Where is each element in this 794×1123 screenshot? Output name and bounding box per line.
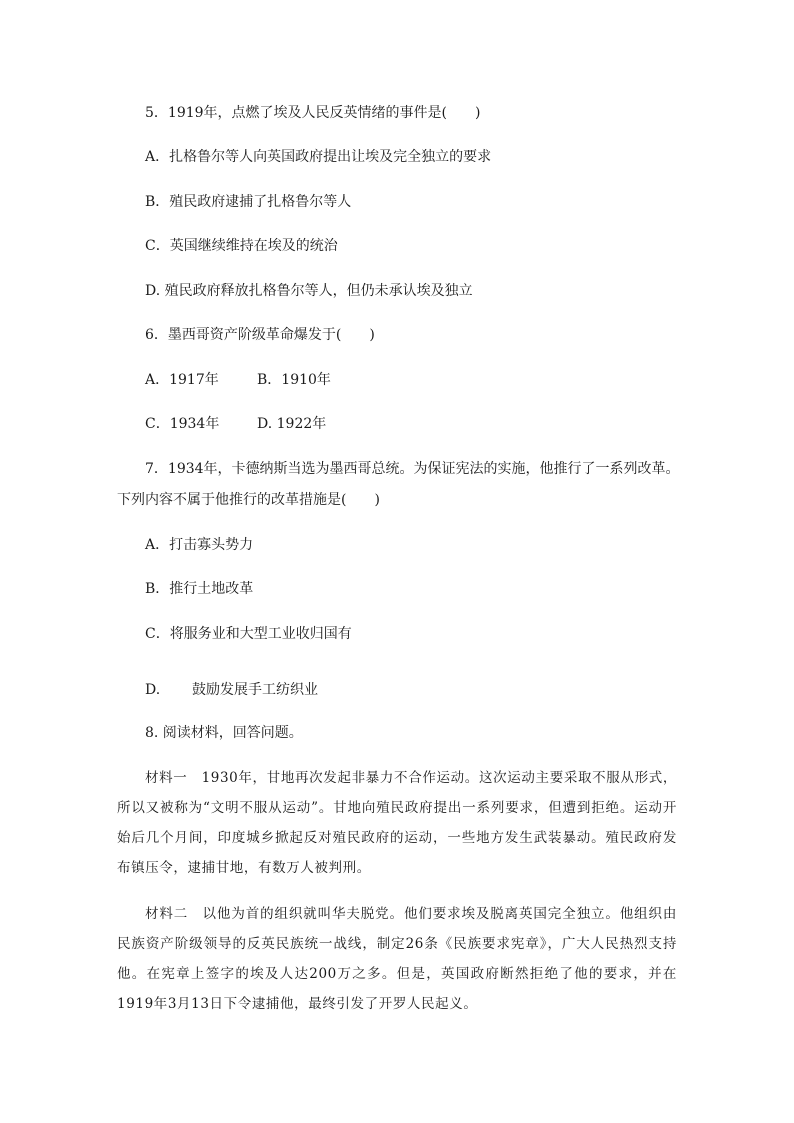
question-7-option-a: A．打击寡头势力 — [145, 537, 254, 553]
question-6-stem: 6．墨西哥资产阶级革命爆发于( ) — [145, 327, 375, 343]
question-7-stem-line-1: 7．1934年，卡德纳斯当选为墨西哥总统。为保证宪法的实施，他推行了一系列改革。 — [145, 461, 680, 477]
question-7-option-b: B．推行土地改革 — [145, 581, 254, 597]
question-6-option-b: B．1910年 — [257, 372, 331, 388]
material-2: 材料二 以他为首的组织就叫华夫脱党。他们要求埃及脱离英国完全独立。他组织由民族资产阶级领导的反英民族统一战线，制定26条《民族要求宪章》，广大人民热烈支持他。在宪章上签字的埃及人达200万之多。但是，英国政府断然拒绝了他的要求，并在1919年3月13日下令逮捕他，最终引发了开罗人民起义。 — [117, 906, 677, 1012]
question-6-options-row-2 — [145, 414, 326, 434]
question-7-option-d — [145, 680, 318, 700]
question-6-option-c: C．1934年 — [145, 416, 220, 432]
question-7-stem-line-2: 下列内容不属于他推行的改革措施是( ) — [117, 492, 380, 508]
question-8-stem: 8. 阅读材料，回答问题。 — [145, 725, 303, 741]
material-1: 材料一 1930年，甘地再次发起非暴力不合作运动。这次运动主要采取不服从形式，所以又被称为“文明不服从运动”。甘地向殖民政府提出一系列要求，但遭到拒绝。运动开始后几个月间，印度城乡掀起反对殖民政府的运动，一些地方发生武装暴动。殖民政府发布镇压令，逮捕甘地，有数万人被判刑。 — [117, 770, 677, 876]
question-5-option-a: A．扎格鲁尔等人向英国政府提出让埃及完全独立的要求 — [145, 149, 492, 165]
question-7-option-d-text: 鼓励发展手工纺织业 — [192, 682, 318, 698]
question-7-option-c: C．将服务业和大型工业收归国有 — [145, 626, 352, 642]
question-5-option-c: C．英国继续维持在埃及的统治 — [145, 238, 338, 254]
question-6-options-row-1 — [145, 370, 331, 390]
question-7-option-d-label: D. — [145, 682, 161, 698]
question-5-stem: 5．1919年，点燃了埃及人民反英情绪的事件是( ) — [145, 105, 481, 121]
question-6-option-a: A．1917年 — [145, 372, 219, 388]
question-5-option-b: B．殖民政府逮捕了扎格鲁尔等人 — [145, 194, 352, 210]
question-5-option-d: D. 殖民政府释放扎格鲁尔等人，但仍未承认埃及独立 — [145, 283, 473, 299]
question-6-option-d: D. 1922年 — [257, 416, 327, 432]
